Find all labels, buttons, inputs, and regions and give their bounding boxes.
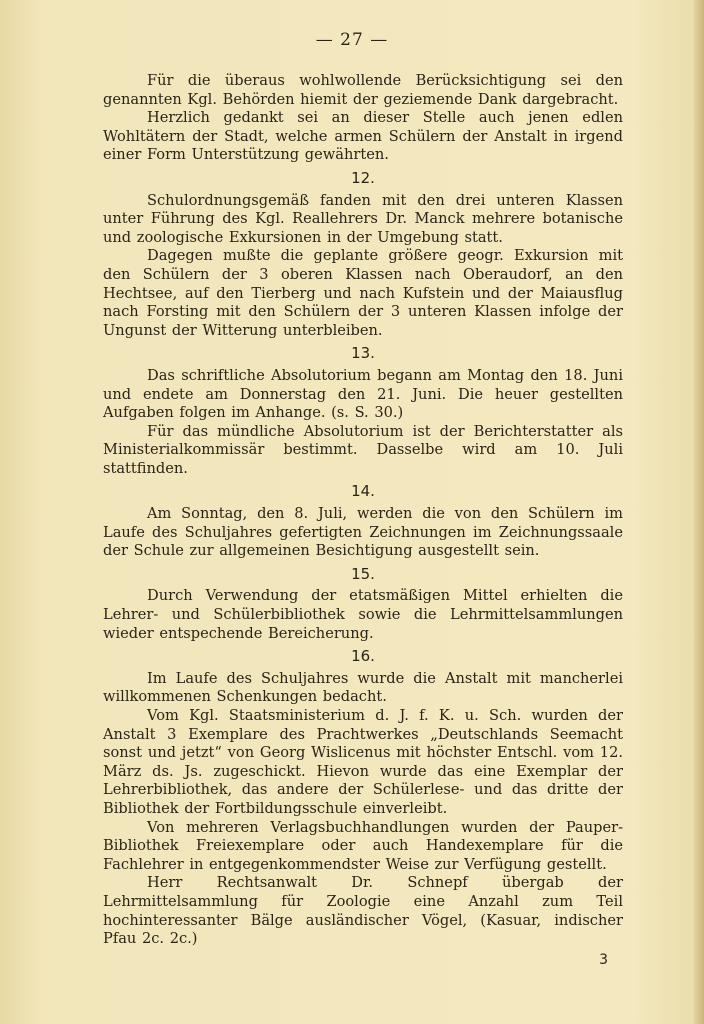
paragraph: Das schriftliche Absolutorium begann am Montag den 18. Juni und endete am Donnerstag den 21. Juni. Die heuer gestellten Aufgaben folgen im Anhange. (s. S. 30.) (103, 366, 623, 422)
signature-mark: 3 (599, 952, 608, 968)
page-number: — 27 — (315, 30, 389, 50)
section-heading: 16. (351, 647, 375, 666)
paragraph: Durch Verwendung der etatsmäßigen Mittel erhielten die Lehrer- und Schülerbibliothek sowie die Lehrmittelsammlungen wieder entspechende Bereicherung. (103, 587, 623, 642)
paragraph: Dagegen mußte die geplante größere geogr. Exkursion mit den Schülern der 3 oberen Klassen nach Oberaudorf, an den Hechtsee, auf den Tierberg und nach Kufstein und der Maiausflug nach Forsting mit den Schülern der 3 unteren Klassen infolge der Ungunst der Witterung unterbleiben. (103, 247, 623, 339)
paragraph: Vom Kgl. Staatsministerium d. J. f. K. u. Sch. wurden der Anstalt 3 Exemplare des Prachtwerkes „Deutschlands Seemacht sonst und jetzt“ von Georg Wislicenus mit höchster Entschl. vom 12. März ds. Js. zugeschickt. Hievon wurde das eine Exemplar der Lehrerbibliothek, das andere der Schülerlese- und das dritte der Bibliothek der Fortbildungsschule einverleibt. (103, 707, 623, 817)
paragraph: Im Laufe des Schuljahres wurde die Anstalt mit mancherlei willkommenen Schenkungen bedacht. (103, 669, 623, 706)
paragraph: Herr Rechtsanwalt Dr. Schnepf übergab der Lehrmittelsammlung für Zoologie eine Anzahl zum Teil hochinteressanter Bälge ausländischer Vögel, (Kasuar, indischer Pfau 2c. 2c.) (103, 874, 623, 948)
section-heading: 12. (351, 168, 375, 187)
paragraph: Von mehreren Verlagsbuchhandlungen wurden der Pauper-Bibliothek Freiexemplare oder auch Handexemplare für die Fachlehrer in entgegenkommendster Weise zur Verfügung gestellt. (103, 818, 623, 873)
paragraph: Schulordnungsgemäß fanden mit den drei unteren Klassen unter Führung des Kgl. Reallehrers Dr. Manck mehrere botanische und zoologische Exkursionen in der Umgebung statt. (103, 191, 623, 246)
paragraph: Für die überaus wohlwollende Berücksichtigung sei den genannten Kgl. Behörden hiemit der geziemende Dank dargebracht. (103, 72, 623, 108)
body-text (103, 72, 623, 949)
section-heading: 15. (351, 564, 375, 583)
page-edge (694, 0, 704, 1024)
section-heading: 14. (351, 482, 375, 501)
section-heading: 13. (351, 344, 375, 363)
paragraph: Am Sonntag, den 8. Juli, werden die von den Schülern im Laufe des Schuljahres gefertigten Zeichnungen im Zeichnungssaale der Schule zur allgemeinen Besichtigung ausgestellt sein. (103, 505, 623, 560)
paragraph: Herzlich gedankt sei an dieser Stelle auch jenen edlen Wohltätern der Stadt, welche armen Schülern der Anstalt in irgend einer Form Unterstützung gewährten. (103, 109, 623, 164)
paragraph: Für das mündliche Absolutorium ist der Berichterstatter als Ministerialkommissär bestimmt. Dasselbe wird am 10. Juli stattfinden. (103, 422, 623, 477)
